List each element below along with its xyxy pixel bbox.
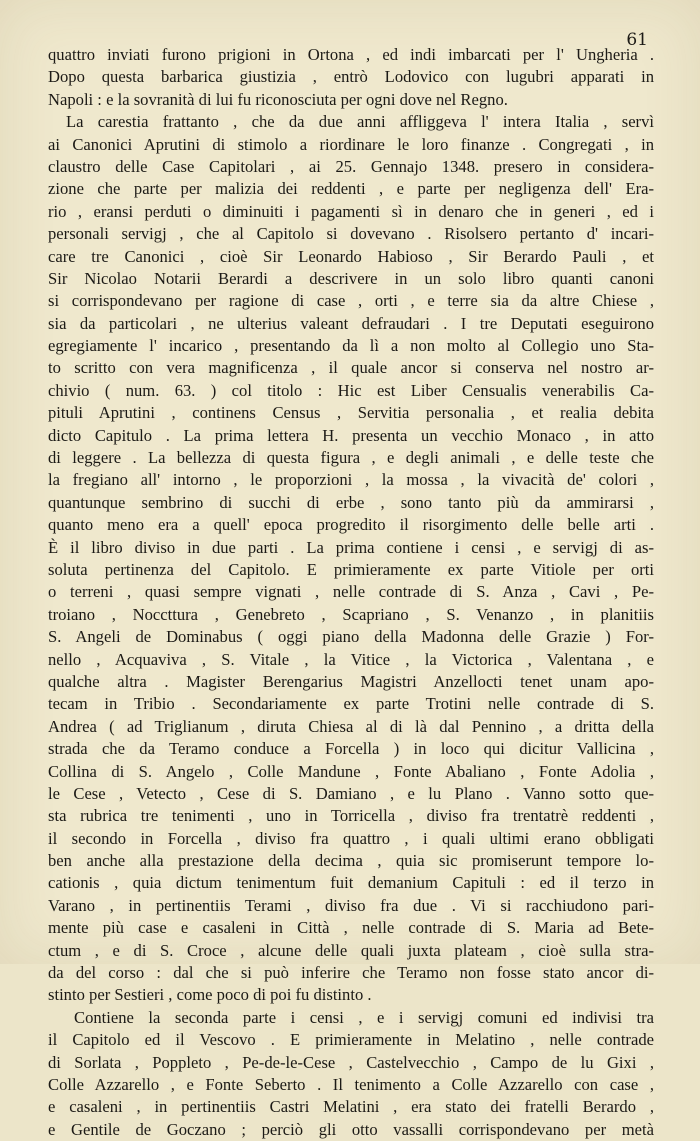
- text-line: dicto Capitulo . La prima lettera H. presenta un vecchio Monaco , in atto: [48, 425, 654, 445]
- text-line: Napoli : e la sovranità di lui fu riconosciuta per ogni dove nel Regno.: [48, 89, 508, 109]
- text-line: pituli Aprutini , continens Census , Servitia personalia , et realia debita: [48, 403, 654, 423]
- text-line: quantunque sembrino di succhi di erbe , sono tanto più da ammirarsi ,: [48, 492, 654, 512]
- text-line: La carestia frattanto , che da due anni affliggeva l' intera Italia , servì: [66, 112, 654, 132]
- text-line: Dopo questa barbarica giustizia , entrò Lodovico con lugubri apparati in: [48, 67, 654, 87]
- text-line: stinto per Sestieri , come poco di poi fu distinto .: [48, 985, 372, 1005]
- text-line: quanto meno era a quell' epoca progredito il risorgimento delle belle arti .: [48, 515, 654, 535]
- page-number: 61: [626, 30, 648, 50]
- text-line: Sir Nicolao Notarii Berardi a descrivere in un solo libro quanti canoni: [48, 268, 654, 288]
- text-line: chivio ( num. 63. ) col titolo : Hic est Liber Censualis venerabilis Ca-: [48, 380, 654, 400]
- text-line: care tre Canonici , cioè Sir Leonardo Habioso , Sir Berardo Pauli , et: [48, 246, 654, 266]
- text-line: o terreni , quasi sempre vignati , nelle contrade di S. Anza , Cavi , Pe-: [48, 582, 654, 602]
- text-line: il Capitolo ed il Vescovo . E primieramente in Melatino , nelle contrade: [48, 1030, 654, 1050]
- text-line: S. Angeli de Dominabus ( oggi piano della Madonna delle Grazie ) For-: [48, 627, 654, 647]
- text-line: di leggere . La bellezza di questa figura , e degli animali , e delle teste che: [48, 448, 654, 468]
- text-line: egregiamente l' incarico , presentando da lì a non molto al Collegio uno Sta-: [48, 336, 654, 356]
- text-line: le Cese , Vetecto , Cese di S. Damiano , e lu Plano . Vanno sotto que-: [48, 783, 654, 803]
- text-line: tecam in Tribio . Secondariamente ex parte Trotini nelle contrade di S.: [48, 694, 654, 714]
- text-line: Colle Azzarello , e Fonte Seberto . Il tenimento a Colle Azzarello con case ,: [48, 1074, 654, 1094]
- text-line: zione che parte per malizia dei reddenti , e parte per negligenza dell' Era-: [48, 179, 654, 199]
- text-line: e Gentile de Goczano ; perciò gli otto vassalli corrispondevano per metà: [48, 1119, 654, 1139]
- text-line: sia da particolari , ne ulterius valeant defraudari . I tre Deputati eseguirono: [48, 313, 654, 333]
- text-line: si corrispondevano per ragione di case , orti , e terre sia da altre Chiese ,: [48, 291, 654, 311]
- text-line: ctum , e di S. Croce , alcune delle quali juxta plateam , cioè sulla stra-: [48, 940, 654, 960]
- text-line: mente più case e casaleni in Città , nelle contrade di S. Maria ad Bete-: [48, 918, 654, 938]
- text-line: sta rubrica tre tenimenti , uno in Torricella , diviso fra trentatrè reddenti ,: [48, 806, 654, 826]
- text-line: ben anche alla prestazione della decima , quia sic promiserunt tempore lo-: [48, 851, 654, 871]
- text-line: to scritto con vera magnificenza , il quale ancor si conserva nel nostro ar-: [48, 358, 654, 378]
- text-line: ai Canonici Aprutini di stimolo a riordinare le loro finanze . Congregati , in: [48, 134, 654, 154]
- text-line: personali servigj , che al Capitolo si dovevano . Risolsero pertanto d' incari-: [48, 224, 654, 244]
- text-line: il secondo in Forcella , diviso fra quattro , i quali ultimi erano obbligati: [48, 828, 654, 848]
- text-line: da del corso : dal che si può inferire che Teramo non fosse stato ancor di-: [48, 963, 654, 983]
- text-line: Andrea ( ad Triglianum , diruta Chiesa al di là dal Pennino , a dritta della: [48, 716, 654, 736]
- text-line: nello , Acquaviva , S. Vitale , la Vitice , la Victorica , Valentana , e: [48, 649, 654, 669]
- text-line: Contiene la seconda parte i censi , e i servigj comuni ed indivisi tra: [74, 1007, 654, 1027]
- text-line: e casaleni , in pertinentiis Castri Melatini , era stato dei fratelli Berardo ,: [48, 1097, 654, 1117]
- text-line: quattro inviati furono prigioni in Ortona , ed indi imbarcati per l' Ungheria .: [48, 45, 654, 64]
- text-line: Collina di S. Angelo , Colle Mandune , Fonte Abaliano , Fonte Adolia ,: [48, 761, 654, 781]
- body-text: [48, 44, 654, 1141]
- text-line: soluta pertinenza del Capitolo. E primieramente ex parte Vitiole per orti: [48, 559, 654, 579]
- text-line: È il libro diviso in due parti . La prima contiene i censi , e servigj di as-: [48, 537, 654, 557]
- text-line: la fregiano all' intorno , le proporzioni , la mossa , la vivacità de' colori ,: [48, 470, 654, 490]
- text-line: strada che da Teramo conduce a Forcella ) in loco qui dicitur Vallicina ,: [48, 739, 654, 759]
- text-line: claustro delle Case Capitolari , ai 25. Gennajo 1348. presero in considera-: [48, 156, 654, 176]
- text-line: qualche altra . Magister Berengarius Magistri Anzellocti tenet unam apo-: [48, 671, 654, 691]
- text-line: Varano , in pertinentiis Terami , diviso fra due . Vi si racchiudono pari-: [48, 895, 654, 915]
- text-line: rio , eransi perduti o diminuiti i pagamenti sì in denaro che in generi , ed i: [48, 201, 654, 221]
- text-line: troiano , Noccttura , Genebreto , Scapriano , S. Venanzo , in planitiis: [48, 604, 654, 624]
- text-line: di Sorlata , Poppleto , Pe-de-le-Cese , Castelvecchio , Campo de lu Gixi ,: [48, 1052, 654, 1072]
- text-line: cationis , quia dictum tenimentum fuit demanium Capituli : ed il terzo in: [48, 873, 654, 893]
